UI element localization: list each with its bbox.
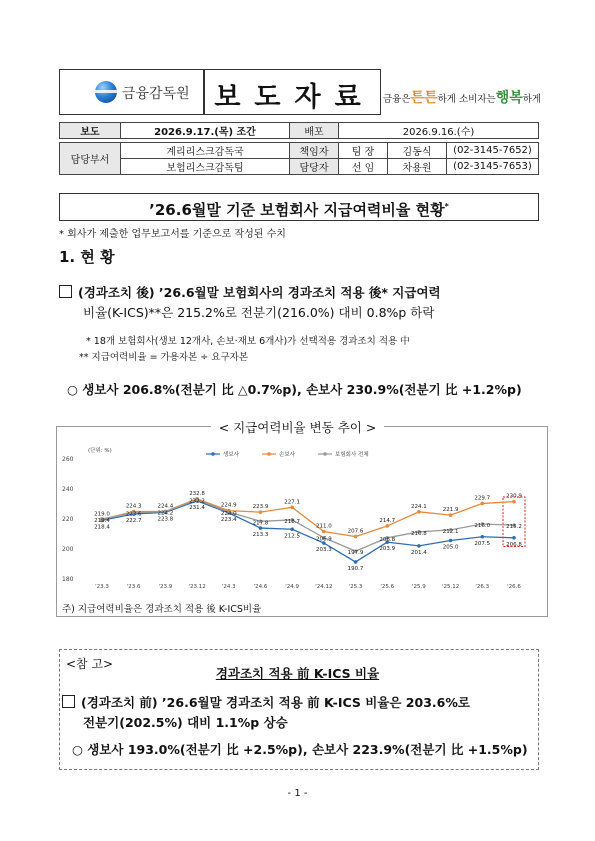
x-tick-label: '24.12 [315,584,333,590]
legend-marker [323,452,327,456]
data-point [385,524,389,528]
data-point [290,527,294,531]
data-label: 206.9 [315,536,332,543]
para1-line2: 비율(K-ICS)**은 215.2%로 전분기(216.0%) 대비 0.8%p 하락 [83,305,435,320]
staff-name: 차용원 [388,159,447,175]
ref-tag: <참 고> [66,657,114,671]
dept-label: 담당부서 [60,143,121,175]
data-label: 212.5 [284,533,301,540]
data-label: 223.4 [220,516,237,523]
data-point [481,502,485,506]
ref-bullet: ○ 생보사 193.0%(전분기 比 +2.5%p), 손보사 223.9%(전분기 比 +1.5%p) [72,742,528,757]
data-label: 210.8 [411,530,427,537]
solvency-ratio-chart [58,440,546,590]
data-point [481,535,485,539]
data-label: 227.1 [284,499,301,506]
data-label: 206.8 [379,536,396,543]
data-label: 213.3 [252,532,269,539]
logo-text: 금융감독원 [122,86,190,102]
dept-2: 보험리스크감독팀 [121,159,290,175]
data-label: 215.2 [506,524,522,531]
data-label: 197.9 [347,550,364,557]
data-label: 229.7 [474,495,491,502]
y-tick-label: 260 [62,456,74,463]
ref-title: 경과조치 적용 前 K-ICS 비율 [215,666,380,681]
staff-phone: (02-3145-7653) [447,159,539,175]
dist-value: 2026.9.16.(수) [339,123,539,139]
ref-line2: 전분기(202.5%) 대비 1.1%p 상승 [83,715,288,730]
top-note: * 회사가 제출한 업무보고서를 기준으로 작성된 수치 [59,229,286,240]
y-tick-label: 240 [62,486,74,493]
data-point [259,526,263,530]
resp-name: 김동식 [388,143,447,159]
data-point [512,500,516,504]
chart-caption: < 지급여력비율 변동 추이 > [0,418,595,436]
x-tick-label: '23.9 [158,584,173,590]
x-tick-label: '25.6 [380,584,395,590]
data-point [449,513,453,517]
checkbox-square-icon [59,285,72,298]
data-point [354,535,358,539]
data-label: 232.8 [189,490,205,497]
release-label: 보도 [60,123,121,139]
document-title: ’26.6월말 기준 보험회사 지급여력비율 현황* [59,193,539,221]
legend-label: 보험회사 전체 [335,452,369,458]
section-heading: 1. 현 황 [59,248,115,266]
data-label: 223.6 [125,511,142,518]
data-label: 231.4 [189,504,205,511]
bullet-1: ○ 생보사 206.8%(전분기 比 △0.7%p), 손보사 230.9%(전분기 比 +1.2%p) [67,382,522,397]
x-tick-label: '25.9 [412,584,426,590]
data-point [259,510,263,514]
press-release-title: 보도자료 [214,82,375,113]
data-label: 201.4 [411,549,427,556]
data-label: 205.0 [442,544,459,551]
data-label: 224.9 [220,502,237,509]
data-point [417,510,421,514]
data-label: 219.0 [94,511,110,518]
release-info-table [59,122,539,175]
y-tick-label: 220 [62,516,74,523]
dept-1: 계리리스크감독국 [121,143,290,159]
footnote-1: * 18개 보험회사(생보 12개사, 손보·재보 6개사)가 선택적용 경과조치 적용 中 [86,336,410,347]
data-label: 217.8 [252,520,269,527]
data-label: 216.0 [474,523,491,529]
data-label: 221.9 [442,507,459,514]
legend-marker [211,452,215,456]
x-tick-label: '23.12 [188,584,206,590]
footnote-2: ** 지급여력비율 = 가용자본 ÷ 요구자본 [79,352,248,363]
data-label: 224.4 [157,503,174,510]
ref-line1: (경과조치 前) ’26.6월말 경과조치 적용 前 K-ICS 비율은 203.6%로 [62,693,470,711]
data-label: 212.1 [442,528,459,535]
resp-role: 팀 장 [339,143,388,159]
dist-label: 배포 [290,123,339,139]
slogan: 금융은튼튼하게 소비자는행복하게 [383,90,542,106]
data-label: 223.8 [157,516,174,523]
data-label: 230.9 [506,493,522,500]
checkbox-square-icon [62,695,75,708]
page-number: - 1 - [287,788,308,799]
resp-phone: (02-3145-7652) [447,143,539,159]
data-label: 218.4 [94,524,110,531]
data-label: 206.8 [506,541,522,548]
x-tick-label: '23.3 [95,584,109,590]
data-label: 207.6 [347,528,364,535]
data-label: 190.7 [347,565,364,572]
data-point [322,530,326,534]
data-label: 232.2 [189,498,205,505]
y-tick-label: 200 [62,546,74,553]
data-point [354,560,358,564]
data-label: 207.5 [474,540,491,547]
x-tick-label: '24.6 [253,584,268,590]
x-tick-label: '26.3 [475,584,490,590]
legend-label: 생보사 [223,452,239,458]
staff-label: 담당자 [290,159,339,175]
legend-marker [267,452,271,456]
data-label: 222.7 [125,517,142,524]
unit-label: (단위: %) [88,448,112,454]
data-label: 203.9 [379,546,396,553]
x-tick-label: '26.6 [507,584,521,590]
data-point [512,536,516,540]
data-label: 214.7 [379,517,396,524]
data-label: 224.1 [411,503,427,510]
data-point [449,539,453,543]
data-label: 218.7 [284,518,301,525]
x-tick-label: '25.12 [441,584,460,590]
data-label: 219.4 [94,517,110,524]
data-label: 203.3 [315,547,332,554]
legend-label: 손보사 [279,452,295,458]
x-tick-label: '24.3 [221,584,236,590]
data-point [417,544,421,548]
resp-label: 책임자 [290,143,339,159]
data-label: 224.0 [220,511,237,517]
chart-note: 주) 지급여력비율은 경과조치 적용 後 K-ICS비율 [62,604,262,615]
release-value: 2026.9.17.(목) 조간 [121,123,290,139]
fss-logo-icon [95,81,117,103]
data-label: 224.2 [157,510,174,517]
x-tick-label: '24.9 [285,584,300,590]
data-label: 211.0 [315,523,332,530]
staff-role: 선 임 [339,159,388,175]
x-tick-label: '23.6 [126,584,141,590]
data-point [290,506,294,510]
data-label: 224.3 [125,503,142,510]
x-tick-label: '25.3 [348,584,363,590]
data-label: 223.9 [252,504,269,511]
para1-line1: (경과조치 後) ’26.6월말 보험회사의 경과조치 적용 後* 지급여력 [59,283,441,301]
y-tick-label: 180 [62,576,74,583]
